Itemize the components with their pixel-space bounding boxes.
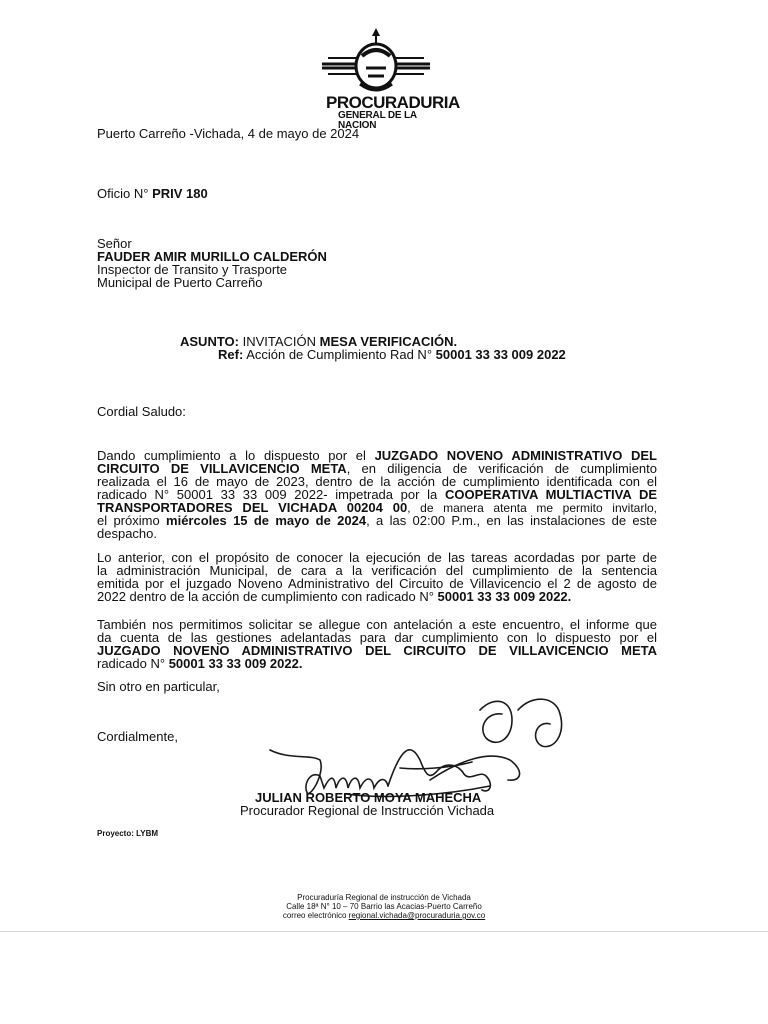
- ref-line: [218, 348, 566, 361]
- asunto-label: ASUNTO:: [180, 334, 239, 349]
- closing-regards: Cordialmente,: [97, 729, 178, 744]
- ref-number: 50001 33 33 009 2022: [435, 347, 566, 362]
- recipient-org: Municipal de Puerto Carreño: [97, 275, 263, 290]
- paragraph-3: [97, 618, 657, 670]
- oficio-label: Oficio N°: [97, 186, 149, 201]
- footer-email-link[interactable]: regional.vichada@procuraduria.gov.co: [348, 911, 486, 920]
- p3-line3: JUZGADO NOVENO ADMINISTRATIVO DEL CIRCUITO DE VILLAVICENCIO META: [97, 643, 657, 658]
- recipient-name: FAUDER AMIR MURILLO CALDERÓN: [97, 249, 327, 264]
- p1-line3: realizada el 16 de mayo de 2023, dentro de la acción de cumplimiento identificada con el: [97, 474, 657, 489]
- recipient-title: Inspector de Transito y Trasporte: [97, 262, 288, 277]
- p2-line1: Lo anterior, con el propósito de conocer la ejecución de las tareas acordadas por parte de: [97, 550, 657, 565]
- ref-label: Ref:: [218, 347, 244, 362]
- footer-line3: correo electrónico regional.vichada@procuraduria.gov.co: [282, 911, 486, 920]
- procuraduria-logo: [318, 24, 460, 131]
- greeting: Cordial Saludo:: [97, 404, 186, 419]
- paragraph-1: [97, 449, 657, 540]
- coat-of-arms-icon: [318, 24, 434, 96]
- signer-name-text: JULIAN ROBERTO MOYA MAHECHA: [255, 790, 482, 805]
- footer-line1: Procuraduría Regional de instrucción de Vichada: [297, 893, 471, 902]
- paragraph-2: [97, 551, 657, 603]
- proyecto-note: Proyecto: LYBM: [97, 829, 159, 838]
- footer-line2: Calle 18ª N° 10 – 70 Barrio las Acacias-Puerto Carreño: [286, 902, 482, 911]
- p1-line4: radicado N° 50001 33 33 009 2022- impetrada por la COOPERATIVA MULTIACTIVA DE: [97, 487, 657, 502]
- footer: [234, 893, 534, 920]
- p3-line2: da cuenta de las gestiones adelantadas para dar cumplimiento con lo dispuesto por el: [97, 630, 657, 645]
- oficio-value: PRIV 180: [152, 186, 208, 201]
- p2-line2: la administración Municipal, de cara a la verificación del cumplimiento de la sentencia: [97, 563, 657, 578]
- p1-line2: CIRCUITO DE VILLAVICENCIO META, en diligencia de verificación de cumplimiento: [97, 461, 657, 476]
- recipient-block: [97, 237, 327, 289]
- place-date: Puerto Carreño -Vichada, 4 de mayo de 2024: [97, 126, 360, 141]
- closing-line: Sin otro en particular,: [97, 679, 220, 694]
- p3-line1: También nos permitimos solicitar se allegue con antelación a este encuentro, el informe que: [97, 617, 657, 632]
- logo-text-line2: GENERAL DE LA NACION: [338, 110, 417, 131]
- ref-text: Acción de Cumplimiento Rad N°: [246, 347, 433, 362]
- p3-line4: radicado N° 50001 33 33 009 2022.: [97, 656, 303, 671]
- recipient-salutation: Señor: [97, 236, 132, 251]
- p1-line6: el próximo miércoles 15 de mayo de 2024, a las 02:00 P.m., en las instalaciones de este: [97, 513, 657, 528]
- p2-line4: 2022 dentro de la acción de cumplimiento con radicado N° 50001 33 33 009 2022.: [97, 589, 572, 604]
- oficio-number: [97, 187, 208, 200]
- p1-line5: TRANSPORTADORES DEL VICHADA 00204 00, de manera atenta me permito invitarlo,: [97, 500, 657, 515]
- logo-text-line1: PROCURADURIA: [326, 93, 460, 112]
- p2-line3: emitida por el juzgado Noveno Administrativo del Circuito de Villavicencio el 2 de agosto de: [97, 576, 657, 591]
- asunto-text-bold: MESA VERIFICACIÓN.: [319, 334, 458, 349]
- footer-divider: [0, 931, 768, 932]
- p1-line1: Dando cumplimiento a lo dispuesto por el JUZGADO NOVENO ADMINISTRATIVO DEL: [97, 448, 657, 463]
- asunto-text: INVITACIÓN: [242, 334, 317, 349]
- signer-title: Procurador Regional de Instrucción Vichada: [240, 803, 495, 818]
- p1-line7: despacho.: [97, 526, 157, 541]
